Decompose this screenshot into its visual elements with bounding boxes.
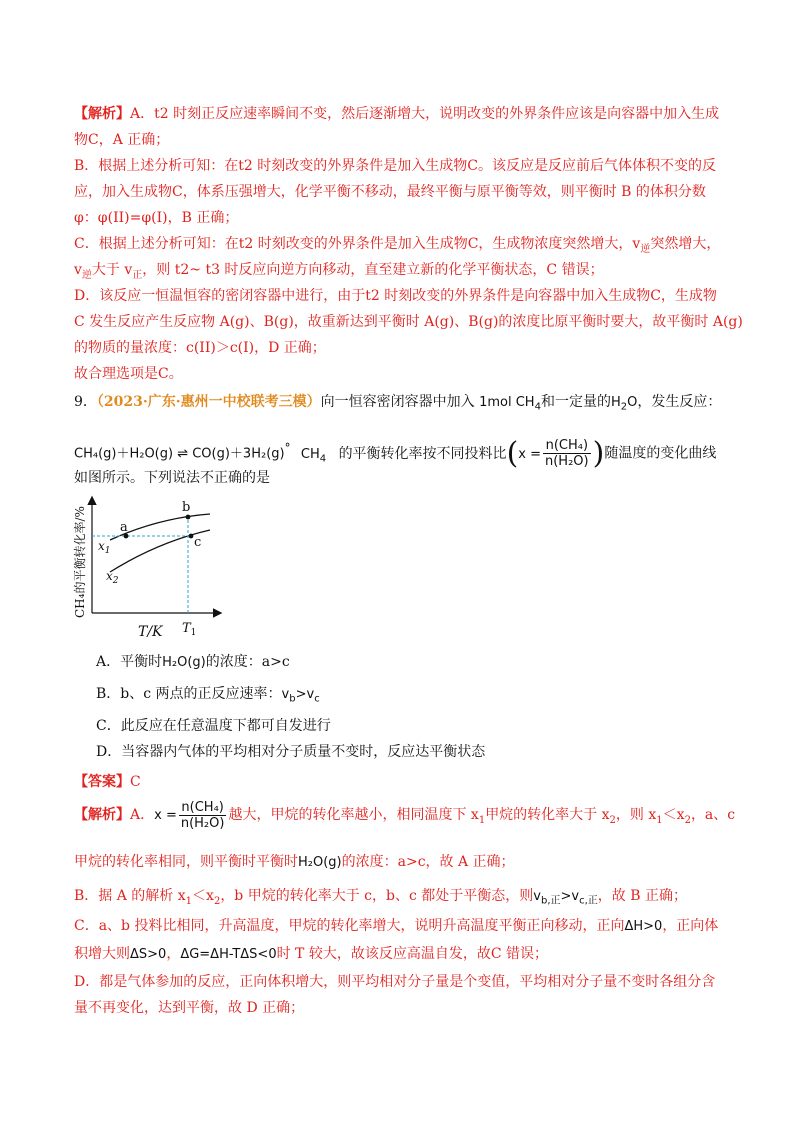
sub-1: 1	[185, 895, 193, 907]
sub-b-forward: b,正	[540, 895, 561, 907]
water-sub: 2	[620, 401, 628, 413]
sub-2: 2	[684, 814, 691, 826]
analysis9-c1-post: ，正向体	[662, 918, 719, 934]
amount-text: 1mol CH	[479, 395, 535, 410]
analysis9-l2-post: 的浓度：a>c，故 A 正确；	[341, 854, 515, 870]
ratio-fraction	[543, 438, 591, 469]
analysis-tag: 解析	[88, 106, 116, 122]
point-c	[189, 534, 194, 539]
series-x2-label	[106, 569, 119, 586]
x1-sub: 1	[104, 546, 111, 556]
question9-line3: 如图所示。下列说法不正确的是	[74, 470, 270, 486]
ratio-expression	[506, 435, 605, 471]
analysis9-l2-pre: 甲烷的转化率相同，则平衡时平衡时	[74, 854, 298, 870]
sub-reverse: 逆	[640, 243, 651, 255]
q9-text1: 向一恒容密闭容器中加入	[320, 394, 475, 410]
fraction-denominator: n(H₂O)	[545, 454, 589, 470]
analysis9-a-text3: ，则 x	[615, 807, 657, 823]
analysis8-line3: B．根据上述分析可知：在t2 时刻改变的外界条件是加入生成物C。该反应是反应前后气体体积不变的反	[74, 158, 716, 174]
sub-reverse: 逆	[81, 269, 92, 281]
analysis9-line4	[74, 916, 718, 937]
conversion-chart	[70, 490, 230, 638]
analysis9-a-text5: ，a、c	[690, 807, 736, 823]
analysis9-b-t1: ＜x	[192, 888, 214, 904]
sub-2: 2	[609, 814, 616, 826]
analysis8-l7-end: ，则 t2~ t3 时反应向逆方向移动，直至建立新的化学平衡状态，C 错误；	[142, 262, 604, 278]
analysis9-b-pre: B．据 A 的解析 x	[74, 888, 186, 904]
analysis9-line1	[74, 798, 735, 838]
point-b-label: b	[182, 500, 191, 515]
analysis9-fraction	[179, 800, 227, 831]
x2-text: x	[106, 569, 113, 583]
q9-text4: 的平衡转化率按不同投料比	[338, 445, 507, 462]
q9-text3: ，发生反应：	[637, 394, 722, 410]
ch4-amount	[479, 395, 541, 413]
analysis9-bracket-open: 【	[74, 807, 88, 823]
sub-1: 1	[478, 814, 486, 826]
fraction-numerator: n(CH₄)	[179, 800, 227, 816]
analysis8-line4: 应，加入生成物C，体系压强增大，化学平衡不移动，最终平衡与原平衡等效，则平衡时 B 的体积分数	[74, 184, 706, 200]
sub-2: 2	[213, 895, 221, 907]
analysis8-line11: 故合理选项是C。	[74, 366, 183, 382]
analysis9-a-text2: 甲烷的转化率大于 x	[485, 807, 610, 823]
option-a-pre: A．平衡时	[96, 654, 163, 670]
water-h: H	[610, 395, 621, 410]
sub-1: 1	[656, 814, 663, 826]
answer-value: C	[130, 774, 141, 790]
paren-right: )	[592, 435, 605, 471]
analysis9-a-pre: A．	[130, 807, 155, 823]
option-a-formula: H₂O(g)	[162, 655, 206, 670]
analysis9-c2-post: 时 T 较大，故该反应高温自发，故C 错误；	[276, 946, 548, 962]
analysis9-c2-math1: ΔS>0	[130, 947, 167, 962]
x-tick-t1	[182, 621, 196, 638]
point-c-label: c	[194, 535, 202, 550]
analysis9-line6: D．都是气体参加的反应，正向体积增大，则平均相对分子量是个变值，平均相对分子量不变时各组分含	[74, 974, 716, 990]
paren-left: (	[506, 435, 519, 471]
option-b-math	[281, 687, 320, 705]
water-o: O	[627, 395, 638, 410]
analysis8-line1	[74, 104, 719, 124]
option-a	[96, 652, 290, 673]
y-axis-label: CH₄的平衡转化率/%	[73, 506, 87, 618]
analysis8-line6	[74, 234, 720, 260]
analysis9-bracket-close: 】	[116, 807, 130, 823]
analysis9-b-math	[533, 889, 598, 907]
analysis9-a-text4: ＜x	[662, 807, 685, 823]
answer-tag: 答案	[88, 774, 116, 790]
analysis9-line2	[74, 852, 515, 873]
analysis9-b-t2: ，b 甲烷的转化率大于 c，b、c 都处于平衡态，则	[220, 888, 534, 904]
analysis8-text: A．t2 时刻正反应速率瞬间不变，然后逐渐增大，说明改变的外界条件应该是向容器中加入生成	[130, 106, 720, 122]
t1-text: T	[182, 621, 191, 636]
analysis8-line8: D．该反应一恒温恒容的密闭容器中进行，由于t2 时刻改变的外界条件是向容器中加入生成物C，生成物	[74, 288, 717, 304]
ch4-label	[300, 446, 327, 465]
series-x1-label	[98, 539, 111, 556]
gt-v: >v	[295, 687, 315, 702]
question9-line1	[74, 392, 721, 418]
analysis8-line9: C 发生反应产生反应物 A(g)、B(g)，故重新达到平衡时 A(g)、B(g)的浓度比原平衡时要大，故平衡时 A(g)	[74, 314, 743, 330]
amount-sub: 4	[534, 401, 541, 413]
analysis9-b-t3: ，故 B 正确；	[597, 888, 687, 904]
analysis8-line10: 的物质的量浓度：c(II)＞c(I)，D 正确；	[74, 340, 326, 356]
answer-line	[74, 772, 141, 792]
option-b	[96, 684, 320, 710]
v-symbol: v	[74, 262, 82, 278]
gt-v: >v	[560, 889, 580, 904]
sub-b: b	[289, 693, 296, 705]
sub-c: c	[314, 693, 320, 705]
analysis9-line7: 量不再变化，达到平衡，故 D 正确；	[74, 1000, 305, 1016]
question-source: （2023·广东·惠州一中校联考三模）	[96, 394, 321, 410]
fraction-denominator: n(H₂O)	[180, 815, 225, 831]
equation-mark: °	[284, 441, 291, 455]
question-number: 9．	[74, 394, 97, 410]
analysis9-c1-math: ΔH>0	[624, 919, 663, 934]
analysis9-line3	[74, 886, 687, 912]
analysis9-a-text: 越大，甲烷的转化率越小，相同温度下 x	[228, 807, 479, 823]
x1-text: x	[98, 539, 105, 553]
point-a-label: a	[120, 520, 128, 535]
analysis9-c2-mid: ，	[166, 946, 181, 962]
x-axis-label: T/K	[138, 624, 163, 640]
analysis8-l6-text: C．根据上述分析可知：在t2 时刻改变的外界条件是加入生成物C，生成物浓度突然增大，v	[74, 236, 641, 252]
option-c: C．此反应在任意温度下都可自发进行	[96, 718, 331, 734]
analysis8-l7-tail: 大于 v	[91, 262, 133, 278]
analysis9-c1-pre: C．a、b 投料比相同，升高温度，甲烷的转化率增大，说明升高温度平衡正向移动，正向	[74, 918, 625, 934]
v-b: v	[281, 687, 290, 702]
point-b	[186, 515, 191, 520]
t1-sub: 1	[190, 628, 197, 638]
ch4-text: CH	[300, 446, 320, 462]
sub-c-forward: c,正	[579, 895, 598, 907]
v-b: v	[533, 889, 541, 904]
analysis9-l2-formula: H₂O(g)	[298, 855, 342, 870]
analysis8-line5: φ：φ(II)=φ(I)，B 正确；	[74, 210, 239, 226]
option-d: D．当容器内气体的平均相对分子质量不变时，反应达平衡状态	[96, 744, 486, 760]
answer-bracket-close: 】	[116, 774, 130, 790]
answer-bracket-open: 【	[74, 774, 88, 790]
x-equals: x =	[518, 446, 541, 462]
analysis8-line7	[74, 260, 604, 286]
x-equals: x =	[154, 808, 177, 823]
option-a-post: 的浓度：a>c	[205, 654, 290, 670]
analysis9-c2-pre: 积增大则	[74, 946, 130, 962]
option-b-pre: B．b、c 两点的正反应速率：	[96, 686, 282, 702]
x2-sub: 2	[112, 576, 119, 586]
reaction-equation: CH₄(g)＋H₂O(g) ⇌ CO(g)＋3H₂(g)	[74, 446, 285, 462]
analysis8-line2: 物C，A 正确；	[74, 132, 170, 148]
analysis9-c2-math2: ΔG=ΔH-TΔS<0	[180, 947, 277, 962]
fraction-numerator: n(CH₄)	[543, 438, 591, 454]
ch4-sub: 4	[319, 453, 327, 465]
analysis9-tag: 解析	[88, 807, 116, 823]
sub-forward: 正	[132, 269, 143, 281]
analysis8-l6-tail: 突然增大，	[650, 236, 721, 252]
analysis-bracket-open: 【	[74, 106, 88, 122]
q9-text2: 和一定量的	[540, 394, 611, 410]
analysis9-line5	[74, 944, 548, 965]
analysis-bracket-close: 】	[116, 106, 130, 122]
water-formula	[610, 395, 638, 413]
q9-text5: 随温度的变化曲线	[604, 445, 717, 462]
